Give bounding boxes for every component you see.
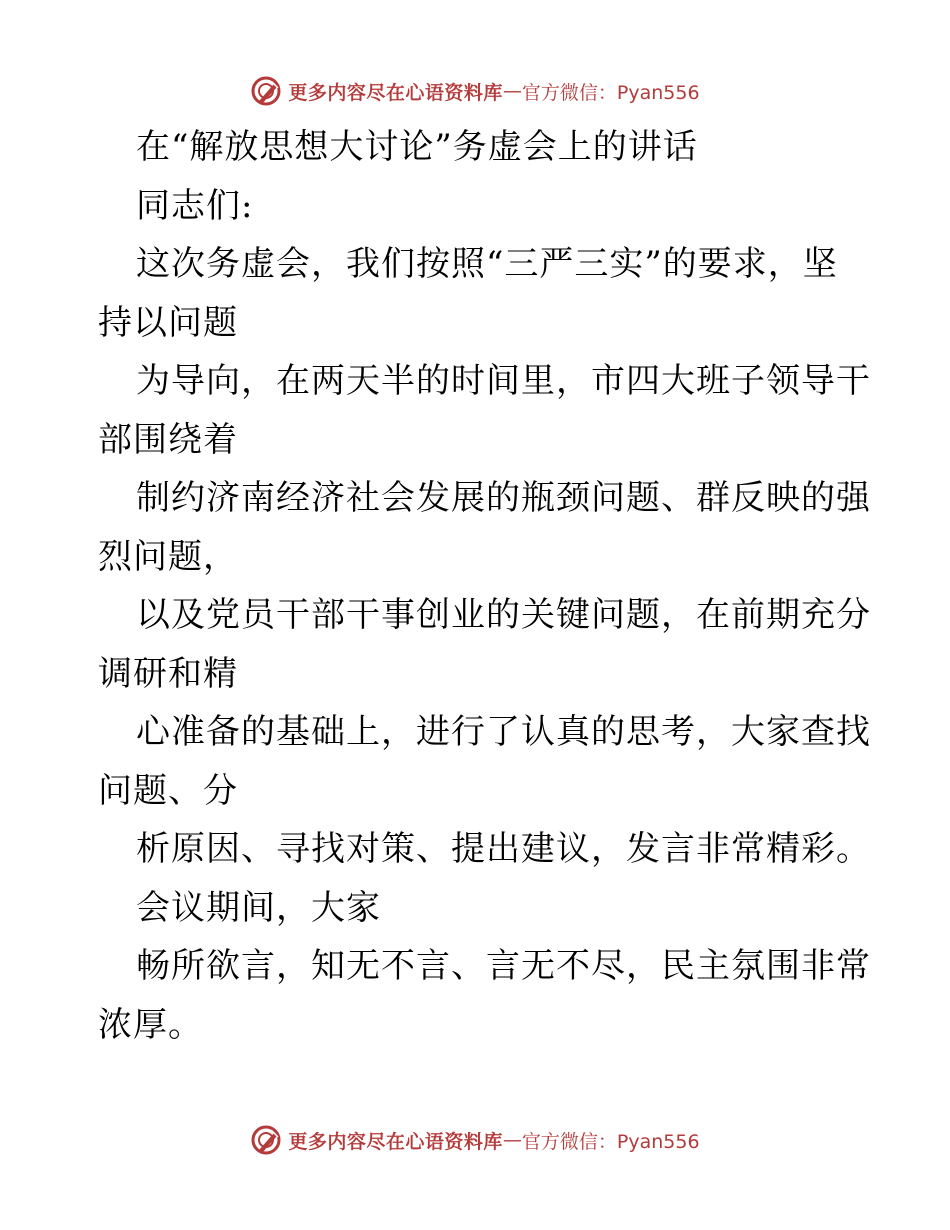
body-line: 为导向，在两天半的时间里，市四大班子领导干 [136,361,871,401]
watermark-separator: — [502,1129,522,1151]
body-line: 析原因、寻找对策、提出建议，发言非常精彩。 [136,829,871,869]
body-line: 心准备的基础上，进行了认真的思考，大家查找 [136,712,871,752]
body-line: 问题、分 [98,770,238,811]
document-body [98,118,871,1054]
watermark-text: 更多内容尽在心语资料库 [288,81,503,104]
body-line: 调研和精 [98,653,238,694]
pen-logo-icon [250,75,282,107]
body-line: 部围绕着 [98,419,238,460]
pen-logo-icon [250,1124,282,1156]
body-line: 以及党员干部干事创业的关键问题，在前期充分 [136,595,871,635]
watermark-wechat: 官方微信：Pyan556 [521,81,700,104]
body-line: 持以问题 [98,302,238,343]
body-line: 烈问题， [98,536,238,577]
body-line: 这次务虚会，我们按照“三严三实”的要求，坚 [136,244,838,284]
document-title: 在“解放思想大讨论”务虚会上的讲话 [136,127,698,167]
body-line: 制约济南经济社会发展的瓶颈问题、群反映的强 [136,478,871,518]
body-line: 会议期间，大家 [136,887,381,928]
watermark-wechat: 官方微信：Pyan556 [521,1130,700,1153]
watermark-separator: — [502,80,522,102]
watermark-text: 更多内容尽在心语资料库 [288,1130,503,1153]
body-line: 畅所欲言，知无不言、言无不尽，民主氛围非常 [136,946,871,986]
body-line: 浓厚。 [98,1004,203,1045]
salutation: 同志们: [136,185,254,226]
header-watermark [0,71,950,111]
footer-watermark [0,1120,950,1160]
